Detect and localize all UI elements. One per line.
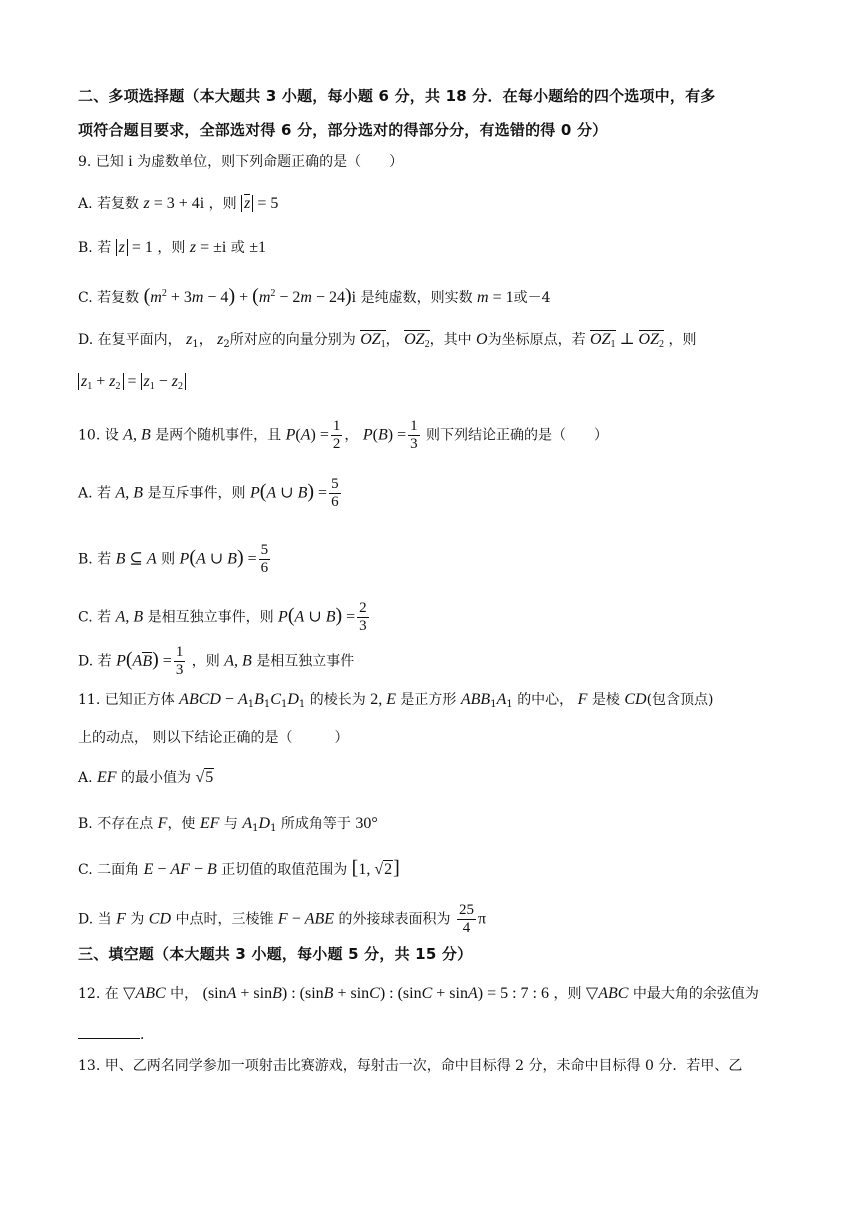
q11-b-mid: ，使 <box>167 816 196 832</box>
question-11-option-d: D. 当 F 为 CD 中点时，三棱锥 F − ABE 的外接球表面积为 $\frac{25}{4}$ π <box>78 902 487 936</box>
q9-c-pre: C. 若复数 <box>78 290 140 306</box>
q12-stem-c: ，则 <box>553 986 582 1002</box>
question-9-option-c: C. 若复数 $(m^2 + 3m - 4) + (m^2 - 2m - 24)i$ 是纯虚数，则实数 m = 1或－4 <box>78 285 551 307</box>
q9-a-math-2: z <box>241 195 253 212</box>
q11-stem-f: (包含顶点) <box>646 692 714 708</box>
q11-d-mid: 为 <box>130 911 145 928</box>
question-10-stem: 10. 设 A, B 是两个随机事件，且 P(A) = $\frac{1}{2}$ ， P(B) = $\frac{1}{3}$ 则下列结论正确的是（ ） <box>78 418 609 452</box>
q9-c-mid2: 或－4 <box>513 290 551 306</box>
question-9-option-d: D. 在复平面内， $z_1$， $z_2$所对应的向量分别为 $OZ_1$， $OZ_2$，其中 O为坐标原点，若 $OZ_1$ ⊥ $OZ_2$ ，则 <box>78 331 697 350</box>
q9-i: i <box>128 153 133 170</box>
q10-b-mid: 则 <box>161 551 176 568</box>
q9-b-mid2: 或 <box>230 240 245 256</box>
q9-d-pre: D. 在复平面内， <box>78 332 182 348</box>
q9-d-mid5: 为坐标原点，若 <box>487 332 586 348</box>
q11-stem-c: 是正方形 <box>400 692 457 708</box>
q10-b-pre: B. 若 <box>78 551 112 568</box>
q10-d-post: 是相互独立事件 <box>256 653 355 670</box>
q9-a-pre: A. 若复数 <box>78 196 140 212</box>
q11-a-pre: A. <box>78 770 93 786</box>
q9-a-mid: ，则 <box>208 196 237 212</box>
q11-stem-l2: 上的动点， 则以下结论正确的是（ ） <box>78 730 349 746</box>
question-11-option-b: B. 不存在点 F，使 EF 与 $A_1D_1$ 所成角等于 30° <box>78 815 378 834</box>
q12-stem-d: 中最大角的余弦值为 <box>632 986 759 1002</box>
question-9-stem <box>78 152 800 172</box>
q10-c-pre: C. 若 <box>78 609 112 626</box>
q9-c-math-1: $(m^2 + 3m - 4) + (m^2 - 2m - 24)i$ <box>143 285 357 307</box>
q10-a-mid: 是互斥事件，则 <box>147 485 246 502</box>
q11-b-pre: B. 不存在点 <box>78 816 154 832</box>
q11-d-pre: D. 当 <box>78 911 112 928</box>
q11-stem-b: 的棱长为 <box>309 692 366 708</box>
question-12-answer-line <box>78 1024 800 1045</box>
section-heading-multiple-choice-cont <box>78 120 800 140</box>
section-heading-fill-in <box>78 944 800 964</box>
q10-stem-d: 则下列结论正确的是（ ） <box>426 427 609 444</box>
q9-d-mid6: ，则 <box>668 332 697 348</box>
q9-d-mid1: ， <box>198 332 213 348</box>
q9-stem-a: 9. 已知 <box>78 154 124 170</box>
q9-a-math-1: z <box>143 195 150 212</box>
q11-b-mid2: 与 <box>223 816 238 832</box>
question-10-option-b: B. 若 B ⊆ A 则 P(A ∪ B) = $\frac{5}{6}$ <box>78 542 269 576</box>
q10-stem-a: 10. 设 <box>78 427 119 444</box>
section3-heading-text: 三、填空题（本大题共 3 小题，每小题 5 分，共 15 分） <box>78 945 473 963</box>
q10-d-pre: D. 若 <box>78 653 112 670</box>
section-heading-multiple-choice <box>78 86 800 106</box>
question-13-stem <box>78 1056 800 1076</box>
question-9-option-b: B. 若 z = 1 ，则 z = ±i 或 ±1 <box>78 239 266 256</box>
q10-stem-b: 是两个随机事件，且 <box>155 427 282 444</box>
q11-c-pre: C. 二面角 <box>78 862 140 878</box>
q10-a-pre: A. 若 <box>78 485 112 502</box>
q12-stem-a: 12. 在 <box>78 986 119 1002</box>
q12-end: ． <box>140 1027 154 1043</box>
q11-stem-d: 的中心， <box>517 692 574 708</box>
q9-d-mid4: ，其中 <box>429 332 472 348</box>
q11-b-mid3: 所成角等于 <box>280 816 351 832</box>
question-11-stem-cont <box>78 728 800 748</box>
q10-c-mid: 是相互独立事件，则 <box>147 609 274 626</box>
q11-stem-a: 11. 已知正方体 <box>78 692 175 708</box>
q9-d-mid2: 所对应的向量分别为 <box>229 332 356 348</box>
question-10-option-a: A. 若 A, B 是互斥事件，则 P(A ∪ B) = $\frac{5}{6}$ <box>78 476 339 510</box>
question-11-option-c: C. 二面角 E − AF − B 正切值的取值范围为 [1, √2] <box>78 857 400 879</box>
heading-line-1: 二、多项选择题（本大题共 3 小题，每小题 6 分，共 18 分．在每小题给的四个选项中，有多 <box>78 87 716 105</box>
q12-ratio: (sinA + sinB) : (sinB + sinC) : (sinC + sinA) = 5 : 7 : 6 <box>202 985 549 1002</box>
heading-line-2: 项符合题目要求，全部选对得 6 分，部分选对的得部分分，有选错的得 0 分） <box>78 121 608 139</box>
q9-b-mid: ，则 <box>157 240 186 256</box>
q9-b-pre: B. 若 <box>78 240 112 256</box>
q13-text: 13. 甲、乙两名同学参加一项射击比赛游戏，每射击一次，命中目标得 2 分，未命中目标得 0 分．若甲、乙 <box>78 1058 743 1074</box>
q10-d-mid: ，则 <box>191 653 220 670</box>
q11-d-mid3: 的外接球表面积为 <box>338 911 451 928</box>
q11-a-mid: 的最小值为 <box>121 770 192 786</box>
q11-c-mid: 正切值的取值范围为 <box>221 862 348 878</box>
q9-c-mid: 是纯虚数，则实数 <box>360 290 473 306</box>
question-10-option-d: D. 若 P(AB) = $\frac{1}{3}$ ，则 A, B 是相互独立事件 <box>78 644 355 678</box>
question-10-option-c: C. 若 A, B 是相互独立事件，则 P(A ∪ B) = $\frac{2}{3}$ <box>78 600 367 634</box>
q9-d-mid3: ， <box>385 332 400 348</box>
question-11-option-a: A. EF 的最小值为 √5 <box>78 769 214 786</box>
q11-stem-e: 是棱 <box>591 692 620 708</box>
q11-d-mid2: 中点时，三棱锥 <box>175 911 274 928</box>
q12-stem-b: 中， <box>170 986 199 1002</box>
question-11-stem: 11. 已知正方体 ABCD − $A_1B_1C_1D_1$ 的棱长为 2, E 是正方形 $ABB_1A_1$ 的中心， F 是棱 CD(包含顶点) <box>78 691 714 710</box>
question-9-option-d-cont: $z_1 + z_2 = z_1 - z_2$ <box>78 372 800 397</box>
answer-blank[interactable] <box>78 1024 140 1039</box>
question-9-option-a: A. 若复数 z = 3 + 4i ，则 z = 5 <box>78 195 279 212</box>
question-12-stem: 12. 在 ▽ABC 中， (sinA + sinB) : (sinB + sinC) : (sinC + sinA) = 5 : 7 : 6 ，则 ▽ABC 中最大角的余弦值为 <box>78 985 759 1002</box>
q9-b-math-1: z <box>116 239 128 256</box>
q9-stem-b: 为虚数单位，则下列命题正确的是（ ） <box>137 154 404 170</box>
q10-stem-c: ， <box>344 427 359 444</box>
